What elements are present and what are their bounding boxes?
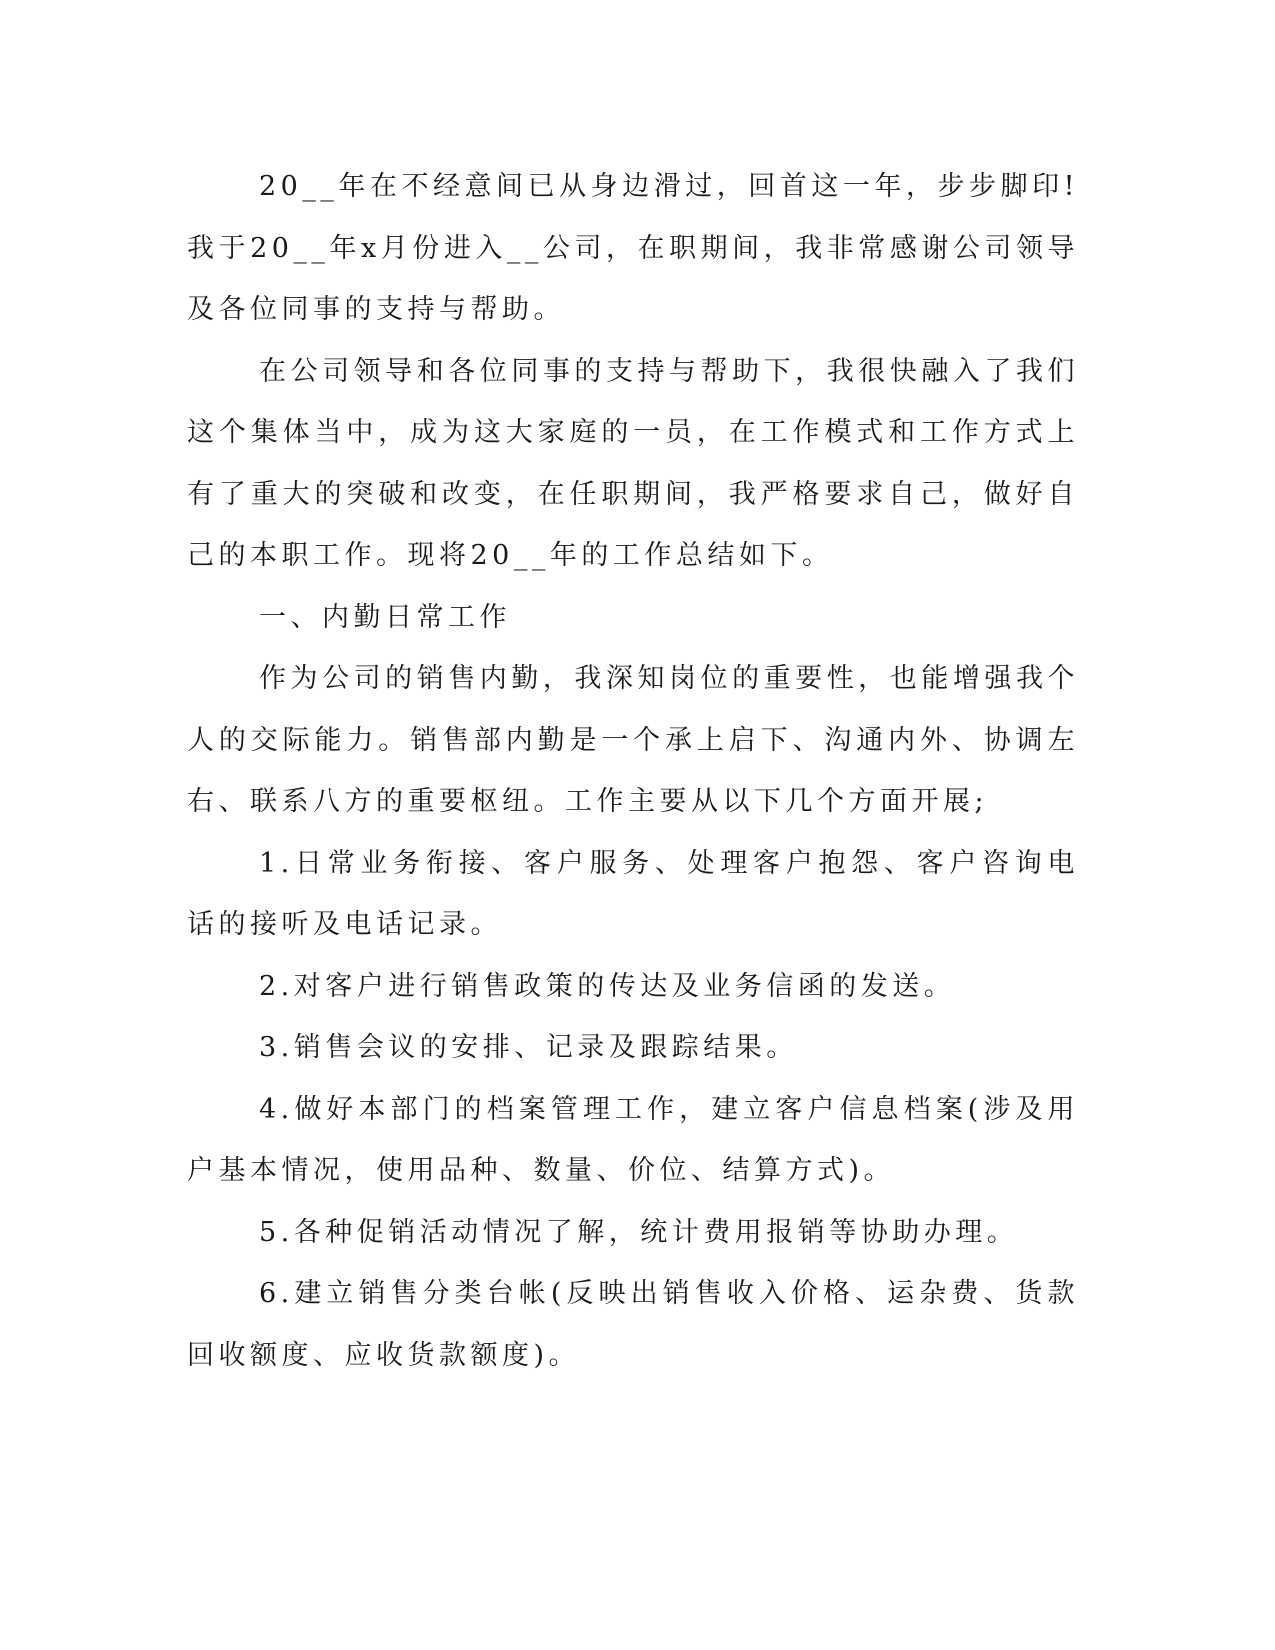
section-heading-internal-work: 一、内勤日常工作 (259, 601, 511, 633)
list-item-5: 5.各种促销活动情况了解，统计费用报销等协助办理。 (259, 1216, 1019, 1248)
paragraph-integration: 在公司领导和各位同事的支持与帮助下，我很快融入了我们这个集体当中，成为这大家庭的一员，在工作模式和工作方式上有了重大的突破和改变，在任职期间，我严格要求自己，做好自己的本职工作。现将20__年的工作总结如下。 (187, 355, 1079, 571)
list-item-2: 2.对客户进行销售政策的传达及业务信函的发送。 (259, 970, 956, 1002)
paragraph-intro: 20__年在不经意间已从身边滑过，回首这一年，步步脚印!我于20__年x月份进入__公司，在职期间，我非常感谢公司领导及各位同事的支持与帮助。 (187, 171, 1079, 325)
list-item-4: 4.做好本部门的档案管理工作，建立客户信息档案(涉及用户基本情况，使用品种、数量、价位、结算方式)。 (187, 1093, 1079, 1186)
document-body (187, 156, 1079, 1386)
list-item-6: 6.建立销售分类台帐(反映出销售收入价格、运杂费、货款回收额度、应收货款额度)。 (187, 1278, 1079, 1371)
list-item-3: 3.销售会议的安排、记录及跟踪结果。 (259, 1032, 798, 1063)
paragraph-role-description: 作为公司的销售内勤，我深知岗位的重要性，也能增强我个人的交际能力。销售部内勤是一个承上启下、沟通内外、协调左右、联系八方的重要枢纽。工作主要从以下几个方面开展; (187, 663, 1079, 817)
list-item-1: 1.日常业务衔接、客户服务、处理客户抱怨、客户咨询电话的接听及电话记录。 (187, 847, 1079, 940)
